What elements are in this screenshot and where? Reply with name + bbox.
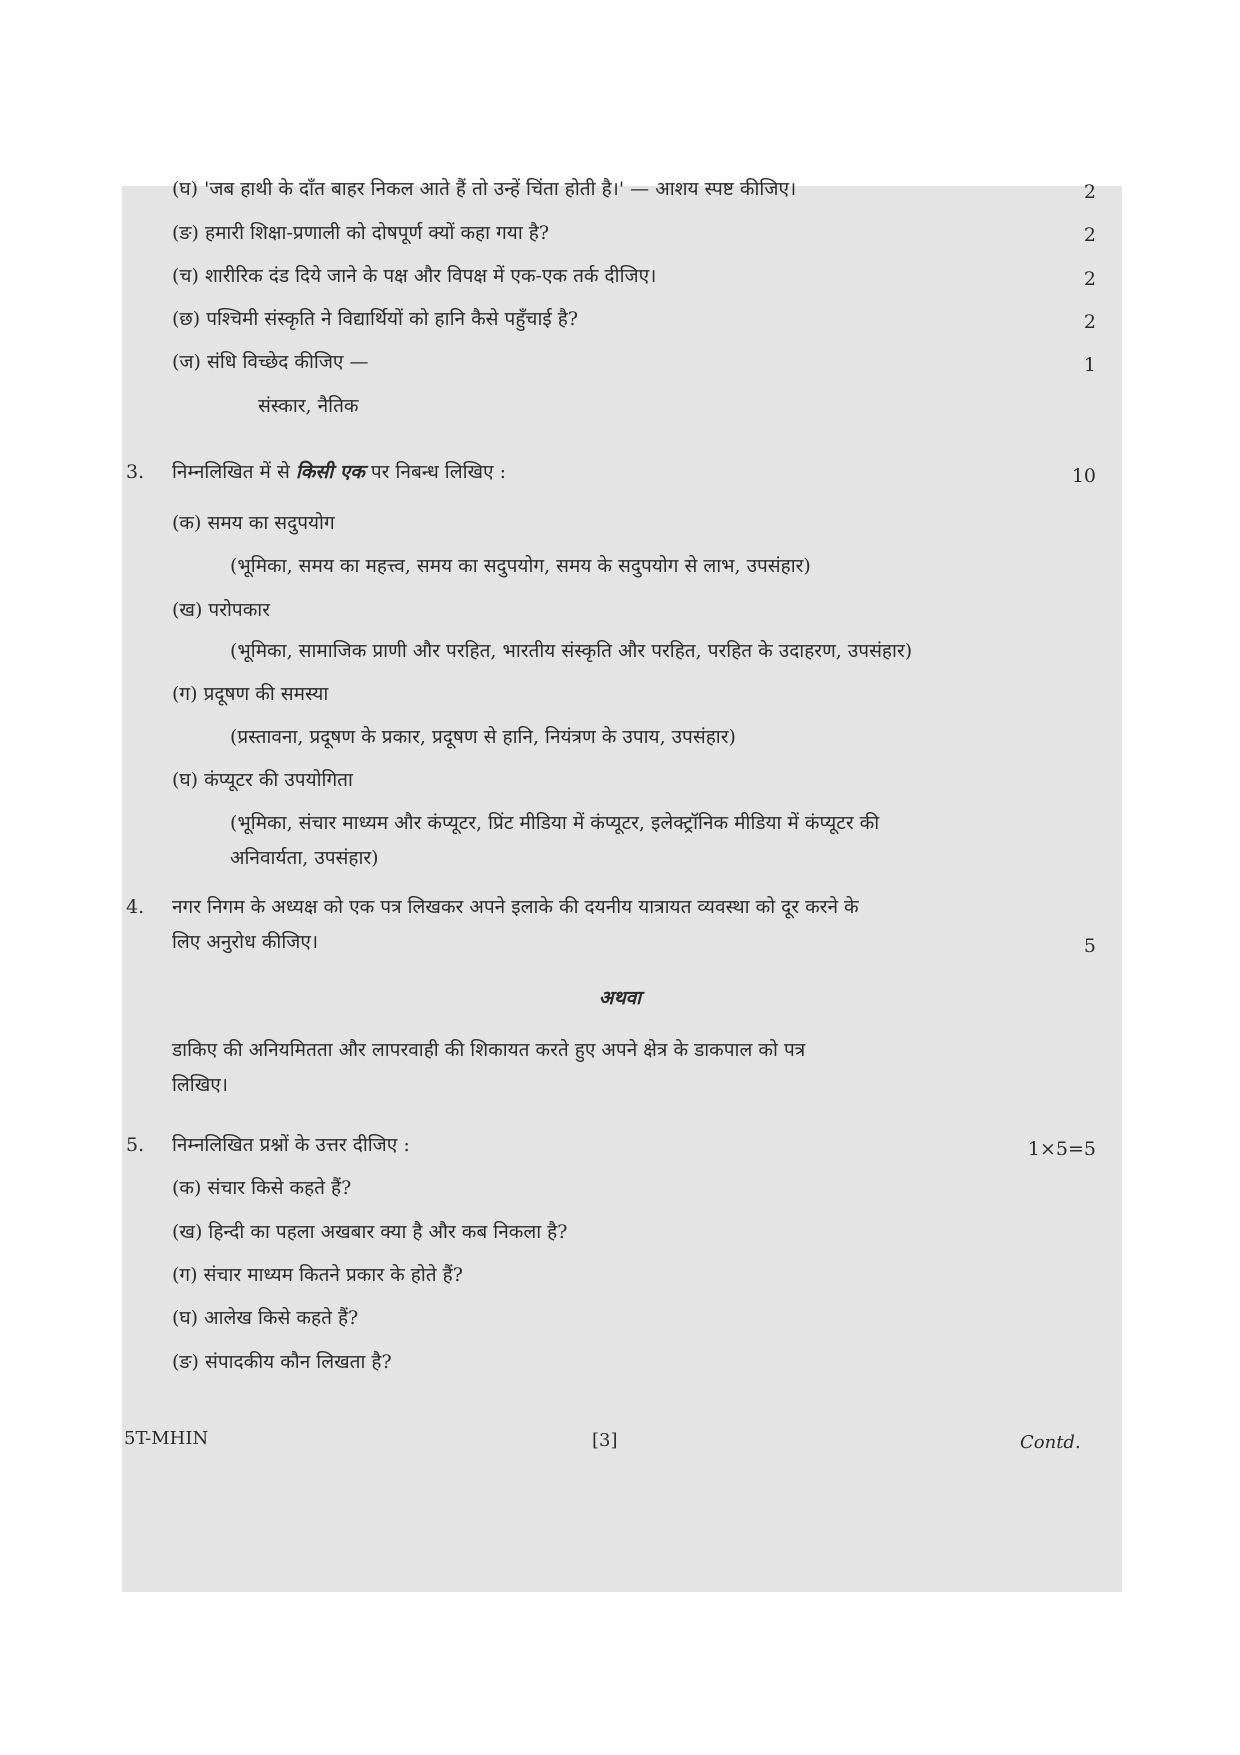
question-text-part: पर निबन्ध लिखिए : [364,461,507,483]
question-number: 4. [126,896,145,918]
question-text-part: निम्नलिखित में से [172,461,296,483]
item-label: (घ) [172,1307,199,1329]
question-number: 3. [126,461,145,483]
topic-title: समय का सदुपयोग [207,512,335,534]
marks: 2 [1083,181,1096,203]
essay-topic [172,767,353,793]
marks: 1 [1083,354,1096,376]
question-text: नगर निगम के अध्यक्ष को एक पत्र लिखकर अपने इलाके की दयनीय यात्रायत व्यवस्था को दूर करने के [172,896,859,918]
short-question [172,1219,567,1245]
alt-question-text: डाकिए की अनियमितता और लापरवाही की शिकायत करते हुए अपने क्षेत्र के डाकपाल को पत्र [172,1039,806,1061]
subq-label: (ङ) [172,222,199,244]
marks: 2 [1083,268,1096,290]
subq-text: 'जब हाथी के दाँत बाहर निकल आते हैं तो उन्हें चिंता होती है।' — आशय स्पष्ट कीजिए। [204,178,797,200]
topic-hints: (भूमिका, सामाजिक प्राणी और परहित, भारतीय संस्कृति और परहित, परहित के उदाहरण, उपसंहार) [230,640,913,662]
item-text: आलेख किसे कहते हैं? [204,1307,359,1329]
item-text: संचार माध्यम कितने प्रकार के होते हैं? [203,1264,463,1286]
essay-topic [172,510,335,536]
topic-hints: (भूमिका, संचार माध्यम और कंप्यूटर, प्रिंट मीडिया में कंप्यूटर, इलेक्ट्रॉनिक मीडिया में कंप्यूटर की [230,812,880,834]
subq-nga [172,220,549,246]
question-text-cont: लिए अनुरोध कीजिए। [172,931,319,953]
or-separator: अथवा [598,987,642,1009]
topic-title: परोपकार [208,599,270,621]
essay-topic [172,681,328,707]
topic-label: (ग) [172,683,198,705]
topic-title: कंप्यूटर की उपयोगिता [204,769,353,791]
sandhi-words: संस्कार, नैतिक [258,395,359,417]
topic-hints: (प्रस्तावना, प्रदूषण के प्रकार, प्रदूषण से हानि, नियंत्रण के उपाय, उपसंहार) [230,726,736,748]
subq-text: हमारी शिक्षा-प्रणाली को दोषपूर्ण क्यों कहा गया है? [204,222,550,244]
item-label: (ङ) [172,1351,199,1373]
marks: 10 [1071,465,1096,487]
short-question [172,1262,463,1288]
page-number: [3] [592,1430,618,1451]
topic-label: (घ) [172,769,199,791]
marks: 2 [1083,311,1096,333]
topic-label: (क) [172,512,202,534]
item-label: (ख) [172,1221,203,1243]
item-text: संचार किसे कहते हैं? [207,1177,352,1199]
short-question [172,1349,392,1375]
question-number: 5. [126,1134,145,1156]
short-question [172,1175,351,1201]
topic-hints: (भूमिका, समय का महत्त्व, समय का सदुपयोग, समय के सदुपयोग से लाभ, उपसंहार) [230,555,811,577]
alt-question-text-cont: लिखिए। [172,1074,228,1096]
item-text: संपादकीय कौन लिखता है? [204,1351,392,1373]
subq-label: (घ) [172,178,199,200]
subq-label: (च) [172,265,199,287]
question-text: निम्नलिखित प्रश्नों के उत्तर दीजिए : [172,1134,410,1156]
continued-label: Contd. [1020,1432,1081,1453]
essay-topic [172,597,270,623]
marks: 1×5=5 [1027,1138,1096,1160]
paper-code: 5T-MHIN [124,1428,209,1449]
subq-ja [172,349,368,375]
item-label: (ग) [172,1264,198,1286]
short-question [172,1305,358,1331]
subq-gha [172,176,796,202]
subq-chha [172,306,578,332]
marks: 5 [1083,935,1096,957]
subq-label: (छ) [172,308,201,330]
subq-text: शारीरिक दंड दिये जाने के पक्ष और विपक्ष में एक-एक तर्क दीजिए। [204,265,657,287]
subq-label: (ज) [172,351,201,373]
question-emphasis: किसी एक [295,461,365,483]
subq-cha [172,263,656,289]
item-label: (क) [172,1177,202,1199]
topic-hints-cont: अनिवार्यता, उपसंहार) [230,847,379,869]
item-text: हिन्दी का पहला अखबार क्या है और कब निकला है? [208,1221,568,1243]
question-text [172,459,506,485]
marks: 2 [1083,224,1096,246]
topic-title: प्रदूषण की समस्या [203,683,329,705]
subq-text: पश्चिमी संस्कृति ने विद्यार्थियों को हानि कैसे पहुँचाई है? [206,308,579,330]
subq-text: संधि विच्छेद कीजिए — [206,351,369,373]
topic-label: (ख) [172,599,203,621]
